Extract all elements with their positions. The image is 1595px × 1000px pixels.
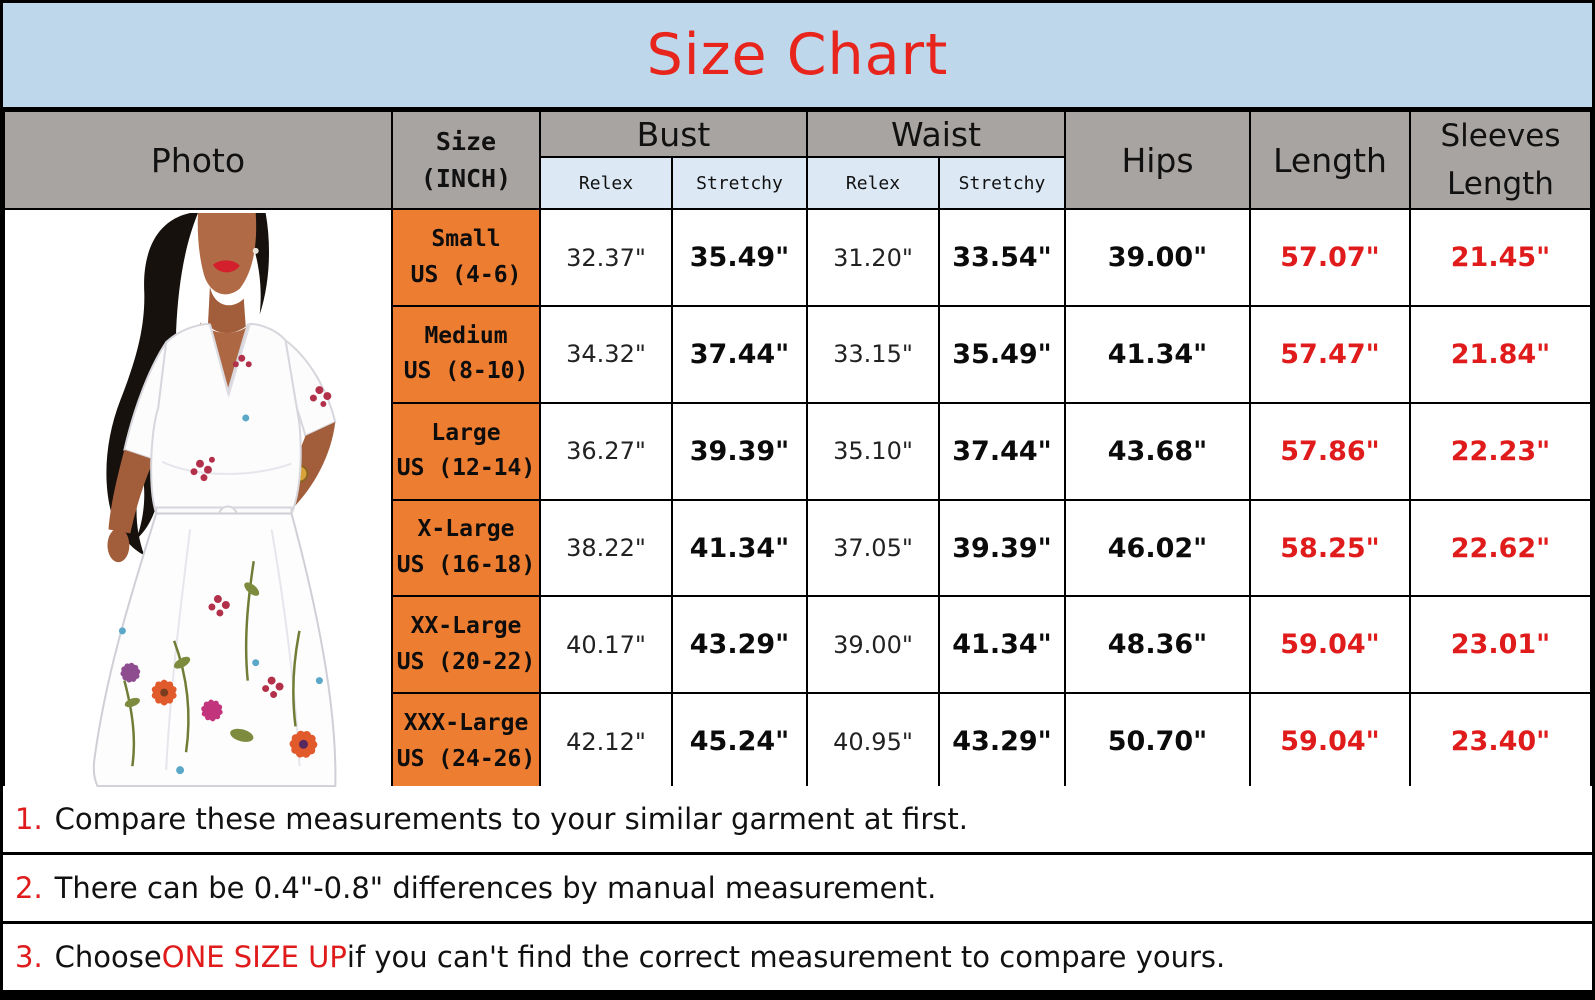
cell-waist-relex: 31.20" xyxy=(807,209,939,306)
note-text: There can be 0.4"-0.8" differences by manual measurement. xyxy=(54,871,937,906)
cell-bust-relex: 36.27" xyxy=(540,403,672,500)
cell-bust-relex: 32.37" xyxy=(540,209,672,306)
col-header-sleeves-length: Sleeves Length xyxy=(1410,111,1591,209)
cell-bust-stretchy: 37.44" xyxy=(672,306,807,403)
cell-waist-stretchy: 39.39" xyxy=(939,500,1065,597)
note-2 xyxy=(3,855,1592,924)
cell-waist-stretchy: 35.49" xyxy=(939,306,1065,403)
cell-bust-relex: 40.17" xyxy=(540,596,672,693)
cell-bust-stretchy: 45.24" xyxy=(672,693,807,790)
cell-sleeves-length: 22.62" xyxy=(1410,500,1591,597)
product-photo-illustration xyxy=(5,210,391,789)
note-1 xyxy=(3,786,1592,855)
note-text: Compare these measurements to your similar garment at first. xyxy=(54,802,968,837)
product-photo xyxy=(4,209,392,790)
cell-hips: 48.36" xyxy=(1065,596,1250,693)
size-table xyxy=(3,110,1592,786)
cell-length: 57.86" xyxy=(1250,403,1410,500)
subheader-waist-stretchy: Stretchy xyxy=(939,157,1065,209)
cell-waist-relex: 33.15" xyxy=(807,306,939,403)
col-header-size: Size (INCH) xyxy=(392,111,540,209)
col-header-photo: Photo xyxy=(4,111,392,209)
cell-size-label: Medium US (8-10) xyxy=(392,306,540,403)
cell-sleeves-length: 22.23" xyxy=(1410,403,1591,500)
note-number: 3. xyxy=(15,940,43,975)
cell-bust-stretchy: 35.49" xyxy=(672,209,807,306)
subheader-bust-relex: Relex xyxy=(540,157,672,209)
cell-hips: 46.02" xyxy=(1065,500,1250,597)
cell-waist-stretchy: 37.44" xyxy=(939,403,1065,500)
note-text: Choose xyxy=(54,940,162,975)
cell-waist-relex: 37.05" xyxy=(807,500,939,597)
cell-length: 58.25" xyxy=(1250,500,1410,597)
cell-waist-relex: 39.00" xyxy=(807,596,939,693)
size-row-small xyxy=(4,209,1591,306)
col-header-length: Length xyxy=(1250,111,1410,209)
cell-length: 57.47" xyxy=(1250,306,1410,403)
note-3 xyxy=(3,924,1592,990)
cell-bust-stretchy: 43.29" xyxy=(672,596,807,693)
cell-sleeves-length: 23.40" xyxy=(1410,693,1591,790)
note-number: 2. xyxy=(15,871,43,906)
cell-hips: 50.70" xyxy=(1065,693,1250,790)
cell-length: 59.04" xyxy=(1250,693,1410,790)
cell-sleeves-length: 21.45" xyxy=(1410,209,1591,306)
cell-hips: 41.34" xyxy=(1065,306,1250,403)
cell-waist-stretchy: 33.54" xyxy=(939,209,1065,306)
page-title: Size Chart xyxy=(646,22,949,88)
cell-waist-stretchy: 43.29" xyxy=(939,693,1065,790)
cell-hips: 43.68" xyxy=(1065,403,1250,500)
subheader-waist-relex: Relex xyxy=(807,157,939,209)
cell-bust-relex: 34.32" xyxy=(540,306,672,403)
notes-section xyxy=(3,786,1592,990)
note-highlight: ONE SIZE UP xyxy=(161,940,347,975)
cell-sleeves-length: 23.01" xyxy=(1410,596,1591,693)
cell-size-label: X-Large US (16-18) xyxy=(392,500,540,597)
cell-size-label: XXX-Large US (24-26) xyxy=(392,693,540,790)
cell-bust-relex: 38.22" xyxy=(540,500,672,597)
col-header-hips: Hips xyxy=(1065,111,1250,209)
cell-waist-relex: 35.10" xyxy=(807,403,939,500)
cell-bust-stretchy: 39.39" xyxy=(672,403,807,500)
note-number: 1. xyxy=(15,802,43,837)
cell-length: 57.07" xyxy=(1250,209,1410,306)
note-text: if you can't find the correct measurement to compare yours. xyxy=(346,940,1226,975)
subheader-bust-stretchy: Stretchy xyxy=(672,157,807,209)
col-header-waist: Waist xyxy=(807,111,1065,157)
cell-waist-stretchy: 41.34" xyxy=(939,596,1065,693)
header-row-1 xyxy=(4,111,1591,157)
title-bar xyxy=(3,3,1592,110)
cell-bust-stretchy: 41.34" xyxy=(672,500,807,597)
cell-bust-relex: 42.12" xyxy=(540,693,672,790)
cell-hips: 39.00" xyxy=(1065,209,1250,306)
cell-length: 59.04" xyxy=(1250,596,1410,693)
cell-size-label: Small US (4-6) xyxy=(392,209,540,306)
cell-waist-relex: 40.95" xyxy=(807,693,939,790)
cell-sleeves-length: 21.84" xyxy=(1410,306,1591,403)
col-header-bust: Bust xyxy=(540,111,807,157)
cell-size-label: XX-Large US (20-22) xyxy=(392,596,540,693)
cell-size-label: Large US (12-14) xyxy=(392,403,540,500)
